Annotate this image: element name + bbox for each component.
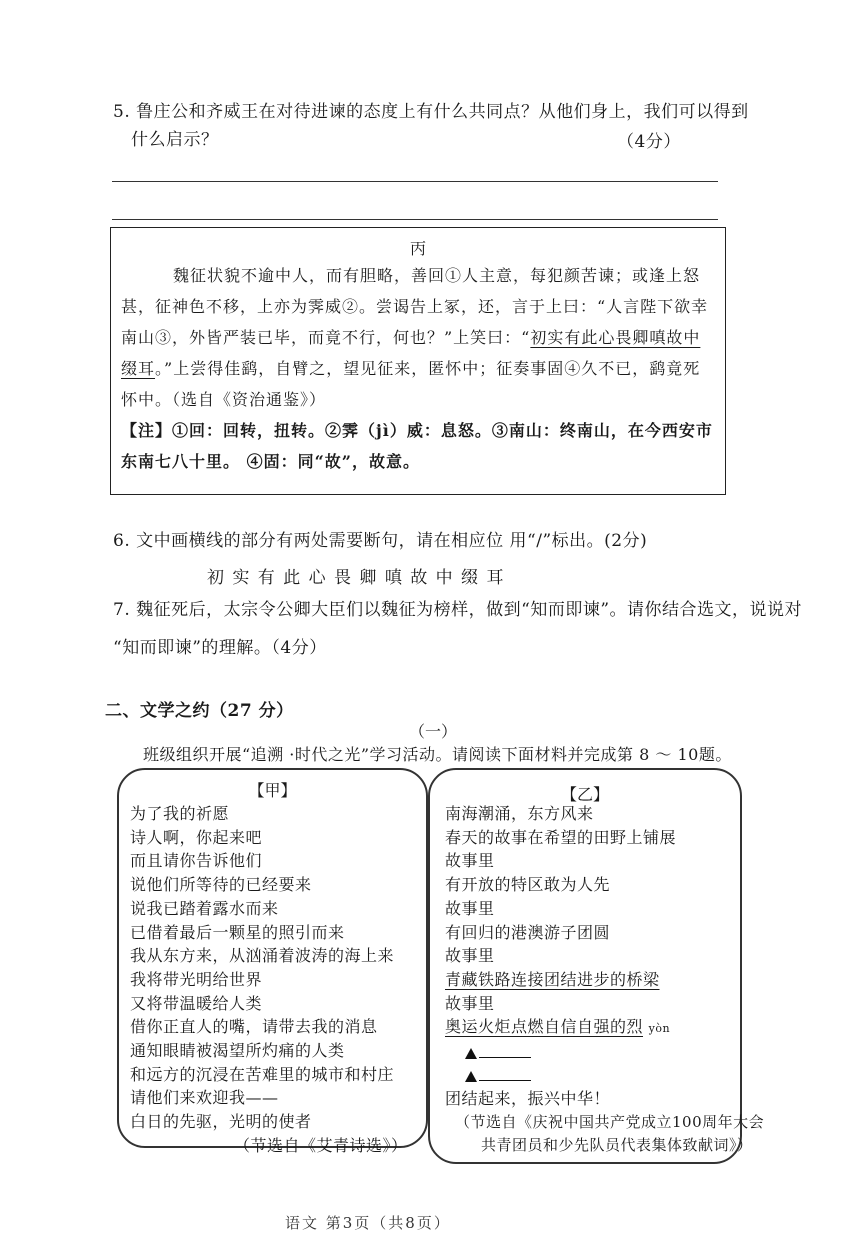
- section-2-part: （一）: [409, 722, 458, 741]
- passage-c-note: 【注】①回：回转，扭转。②霁（jì）威：息怒。③南山：终南山，在今西安市: [121, 421, 713, 440]
- poem-b-line: 青藏铁路连接团结进步的桥梁: [445, 969, 660, 989]
- question-5-line2: 什么启示？: [131, 130, 219, 150]
- poem-a-line: 又将带温暖给人类: [130, 993, 263, 1013]
- passage-c-body: [121, 260, 713, 477]
- poem-a-line: 为了我的祈愿: [130, 804, 230, 823]
- passage-c-note: 东南七八十里。 ④固：同“故”，故意。: [121, 452, 420, 471]
- underlined-sentence: 初实有此心畏卿嗔故中: [530, 328, 701, 347]
- poem-b-source-2: 共青团员和少先队员代表集体致献词》）: [481, 1136, 753, 1155]
- page-footer: 语文 第3页（共8页）: [285, 1214, 451, 1232]
- triangle-icon: [465, 1071, 477, 1082]
- poem-a-line: 我将带光明给世界: [130, 969, 263, 989]
- poem-a-line: 说我已踏着露水而来: [130, 898, 279, 918]
- poem-a-line: 通知眼睛被渴望所灼痛的人类: [130, 1041, 345, 1061]
- poem-a-line: 说他们所等待的已经要来: [130, 875, 312, 895]
- passage-c-title: 丙: [409, 239, 426, 258]
- poem-a-source: （节选自《艾青诗选》）: [234, 1135, 408, 1155]
- poem-b-line: 春天的故事在希望的田野上铺展: [445, 827, 677, 847]
- question-6: 6. 文中画横线的部分有两处需要断句，请在相应位 用“/”标出。(2分): [113, 531, 648, 551]
- passage-c-line: 怀中。（选自《资治通鉴》）: [121, 390, 327, 409]
- poem-a-text: [130, 802, 408, 1158]
- question-6-sentence: 初 实 有 此 心 畏 卿 嗔 故 中 缀 耳: [207, 568, 504, 588]
- section-2-heading: 二、文学之约（27 分）: [105, 701, 294, 721]
- question-7-line1: 7. 魏征死后，太宗令公卿大臣们以魏征为榜样，做到“知而即谏”。请你结合选文，说说对: [113, 600, 803, 620]
- poem-a-line: 而且请你告诉他们: [130, 851, 263, 871]
- poem-b-text: [445, 802, 764, 1158]
- section-2-intro: 班级组织开展“追溯 ·时代之光”学习活动。请阅读下面材料并完成第 8 ～ 10题。: [143, 745, 732, 764]
- poem-b-source-1: （节选自《庆祝中国共产党成立100周年大会: [455, 1112, 765, 1131]
- passage-c-line: 魏征状貌不逾中人，而有胆略，善回①人主意，每犯颜苦谏；或逢上怒: [173, 266, 701, 285]
- passage-c-box: [110, 227, 726, 495]
- passage-c-line: 甚，征神色不移，上亦为霁威②。尝谒告上冢，还，言于上曰：“人言陛下欲幸: [121, 297, 709, 316]
- poem-a-line: 诗人啊，你起来吧: [130, 827, 263, 847]
- poem-a-line: 白日的先驱，光明的使者: [130, 1112, 312, 1132]
- question-5-score: （4分）: [617, 132, 681, 152]
- poem-b-line: 有开放的特区敢为人先: [445, 875, 611, 895]
- poem-b-line: 南海潮涌，东方风来: [445, 804, 594, 823]
- poem-b-line: 故事里: [445, 851, 495, 871]
- poem-b-line: 故事里: [445, 993, 495, 1013]
- pinyin-hint: yòn: [648, 1022, 671, 1036]
- poem-b-last-line: 团结起来，振兴中华！: [445, 1089, 611, 1109]
- underlined-sentence-end: 缀耳: [121, 359, 156, 378]
- poem-a-line: 请他们来欢迎我——: [130, 1088, 279, 1108]
- answer-line-2[interactable]: [112, 219, 718, 220]
- answer-line-1[interactable]: [112, 181, 718, 182]
- poem-b-title: 【乙】: [560, 785, 609, 804]
- poem-a-line: 已借着最后一颗星的照引而来: [130, 922, 345, 942]
- blank-line-1[interactable]: [445, 1041, 764, 1064]
- poem-a-title: 【甲】: [248, 781, 297, 800]
- blank-line-2[interactable]: [445, 1064, 764, 1087]
- poem-a-line: 借你正直人的嘴，请带去我的消息: [130, 1017, 378, 1037]
- poem-b-line: 故事里: [445, 898, 495, 918]
- poem-a-line: 和远方的沉浸在苦难里的城市和村庄: [130, 1064, 395, 1084]
- triangle-icon: [465, 1048, 477, 1059]
- poem-b-line: 奥运火炬点燃自信自强的烈 yòn: [445, 1017, 671, 1037]
- poem-a-line: 我从东方来，从汹涌着波涛的海上来: [130, 946, 395, 966]
- poem-b-line: 故事里: [445, 946, 495, 966]
- question-5-line1: 5. 鲁庄公和齐威王在对待进谏的态度上有什么共同点？从他们身上，我们可以得到: [113, 102, 749, 122]
- question-7-line2: “知而即谏”的理解。（4分）: [113, 638, 327, 658]
- passage-c-line: 缀耳。”上尝得佳鹞，自臂之，望见征来，匿怀中；征奏事固④久不已，鹞竟死: [121, 359, 701, 378]
- poem-b-line: 有回归的港澳游子团圆: [445, 922, 611, 942]
- passage-c-line: 南山③，外皆严装已毕，而竟不行，何也？”上笑曰：“初实有此心畏卿嗔故中: [121, 328, 701, 347]
